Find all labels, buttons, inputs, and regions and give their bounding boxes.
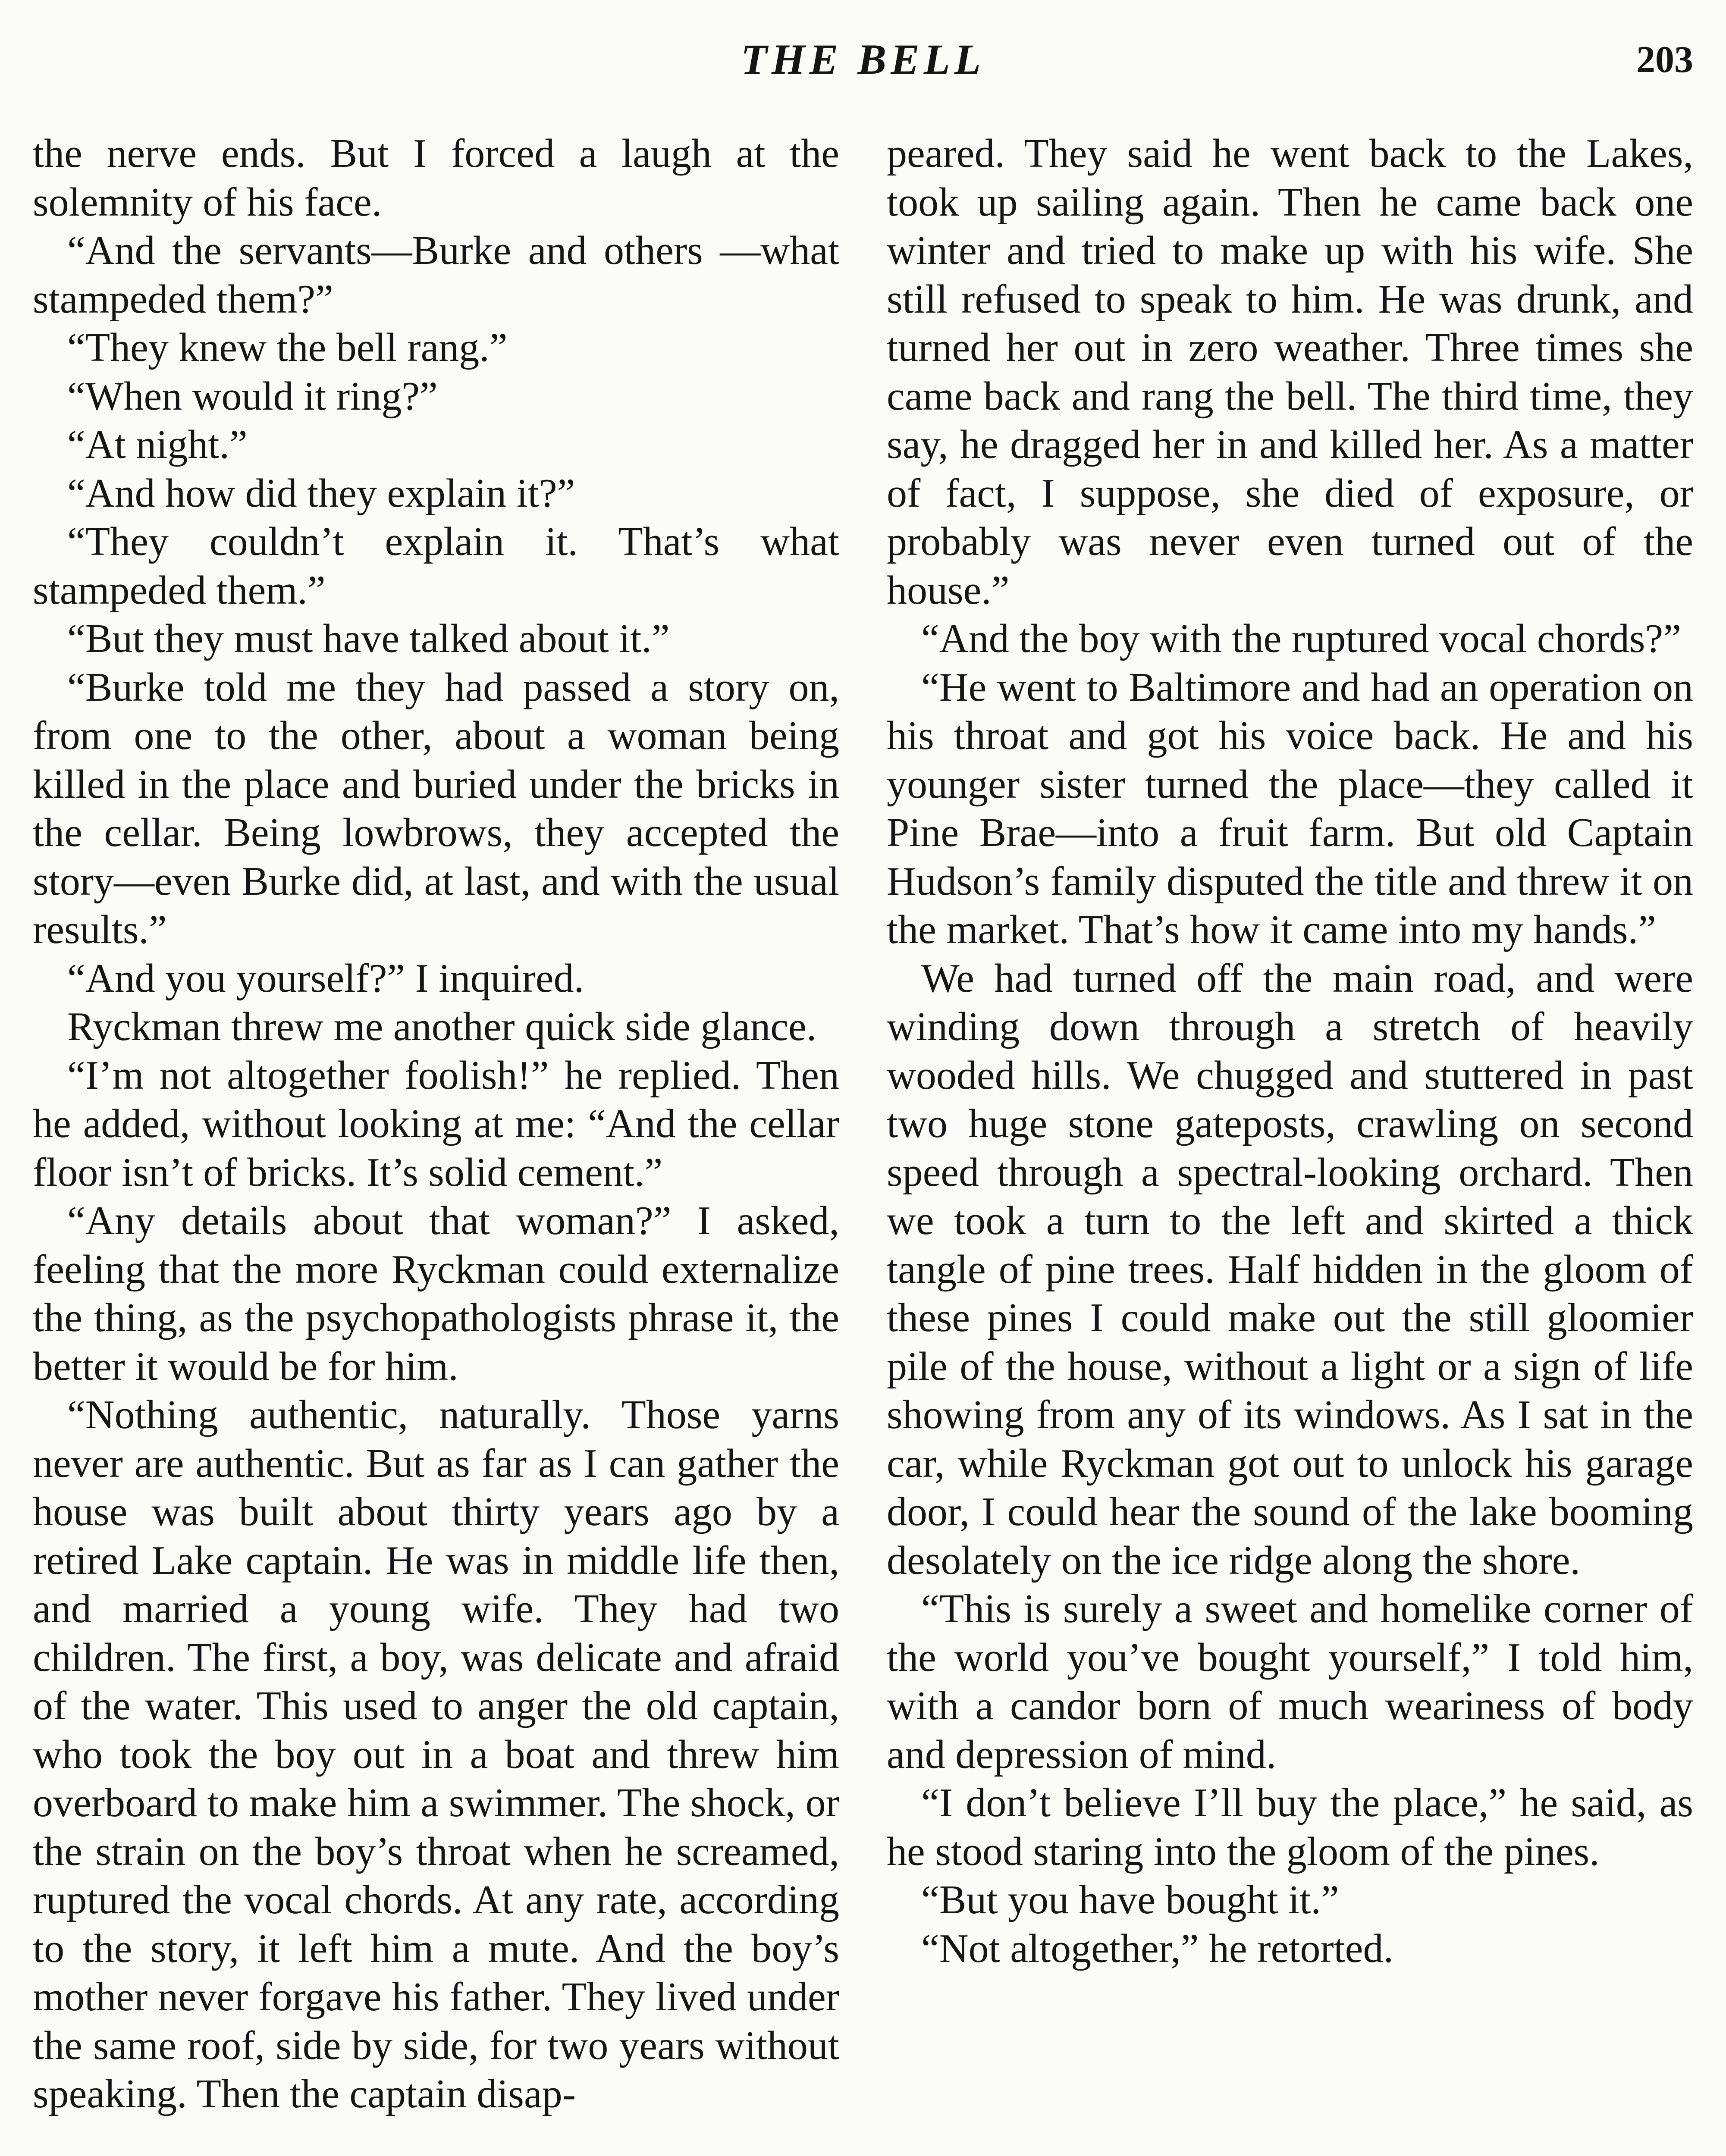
paragraph: Ryckman threw me another quick side glance. bbox=[67, 1004, 817, 1049]
paragraph: “They knew the bell rang.” bbox=[67, 325, 508, 370]
paragraph: “At night.” bbox=[67, 422, 248, 467]
left-column bbox=[33, 129, 839, 2156]
running-title: THE BELL bbox=[741, 35, 985, 83]
paragraph: peared. They said he went back to the Lakes, took up sailing again. Then he came back one winter and tried to make up with his wife. She still refused to speak to him. He was drunk, and turned her out in zero weather. Three times she came back and rang the bell. The third time, they say, he dragged her in and killed her. As a matter of fact, I suppose, she died of exposure, or probably was never even turned out of the house.” bbox=[887, 131, 1693, 613]
paragraph: “Nothing authentic, naturally. Those yarns never are authentic. But as far as I can gather the house was built about thirty years ago by a retired Lake captain. He was in middle life then, and married a young wife. They had two children. The first, a boy, was delicate and afraid of the water. This used to anger the old captain, who took the boy out in a boat and threw him overboard to make him a swimmer. The shock, or the strain on the boy’s throat when he screamed, ruptured the vocal chords. At any rate, according to the story, it left him a mute. And the boy’s mother never forgave his father. They lived under the same roof, side by side, for two years without speaking. Then the captain disap- bbox=[33, 1392, 839, 2116]
paragraph: “And the servants—Burke and others —what stampeded them?” bbox=[33, 228, 839, 322]
paragraph: “He went to Baltimore and had an operation on his throat and got his voice back. He and his younger sister turned the place—they called it Pine Brae—into a fruit farm. But old Captain Hudson’s family disputed the title and threw it on the market. That’s how it came into my hands.” bbox=[887, 664, 1693, 952]
paragraph: “Any details about that woman?” I asked, feeling that the more Ryckman could externalize the thing, as the psychopathologists phrase it, the better it would be for him. bbox=[33, 1198, 839, 1389]
paragraph: “And how did they explain it?” bbox=[67, 470, 575, 516]
paragraph: “Burke told me they had passed a story on, from one to the other, about a woman being killed in the place and buried under the bricks in the cellar. Being lowbrows, they accepted the story—even Burke did, at last, and with the usual results.” bbox=[33, 664, 839, 952]
paragraph: “But you have bought it.” bbox=[921, 1877, 1339, 1922]
paragraph: “I’m not altogether foolish!” he replied. Then he added, without looking at me: “And the cellar floor isn’t of bricks. It’s solid cement.” bbox=[33, 1053, 839, 1195]
paragraph: We had turned off the main road, and were winding down through a stretch of heavily wooded hills. We chugged and stuttered in past two huge stone gateposts, crawling on second speed through a spectral-looking orchard. Then we took a turn to the left and skirted a thick tangle of pine trees. Half hidden in the gloom of these pines I could make out the still gloomier pile of the house, without a light or a sign of life showing from any of its windows. As I sat in the car, while Ryckman got out to unlock his garage door, I could hear the sound of the lake booming desolately on the ice ridge along the shore. bbox=[887, 956, 1693, 1583]
paragraph: “This is surely a sweet and homelike corner of the world you’ve bought yourself,” I told him, with a candor born of much weariness of body and depression of mind. bbox=[887, 1586, 1693, 1777]
right-column bbox=[887, 129, 1693, 2156]
page-number: 203 bbox=[1636, 39, 1693, 81]
paragraph: “When would it ring?” bbox=[67, 373, 438, 419]
paragraph: “And you yourself?” I inquired. bbox=[67, 956, 584, 1001]
paragraph: “I don’t believe I’ll buy the place,” he said, as he stood staring into the gloom of the pines. bbox=[887, 1780, 1693, 1874]
paragraph: “They couldn’t explain it. That’s what stampeded them.” bbox=[33, 519, 839, 613]
paragraph: “But they must have talked about it.” bbox=[67, 616, 670, 661]
text-columns bbox=[33, 129, 1693, 2156]
paragraph: the nerve ends. But I forced a laugh at the solemnity of his face. bbox=[33, 131, 839, 225]
page-header bbox=[33, 34, 1693, 103]
paragraph: “Not altogether,” he retorted. bbox=[921, 1926, 1393, 1971]
paragraph: “And the boy with the ruptured vocal chords?” bbox=[921, 616, 1681, 661]
